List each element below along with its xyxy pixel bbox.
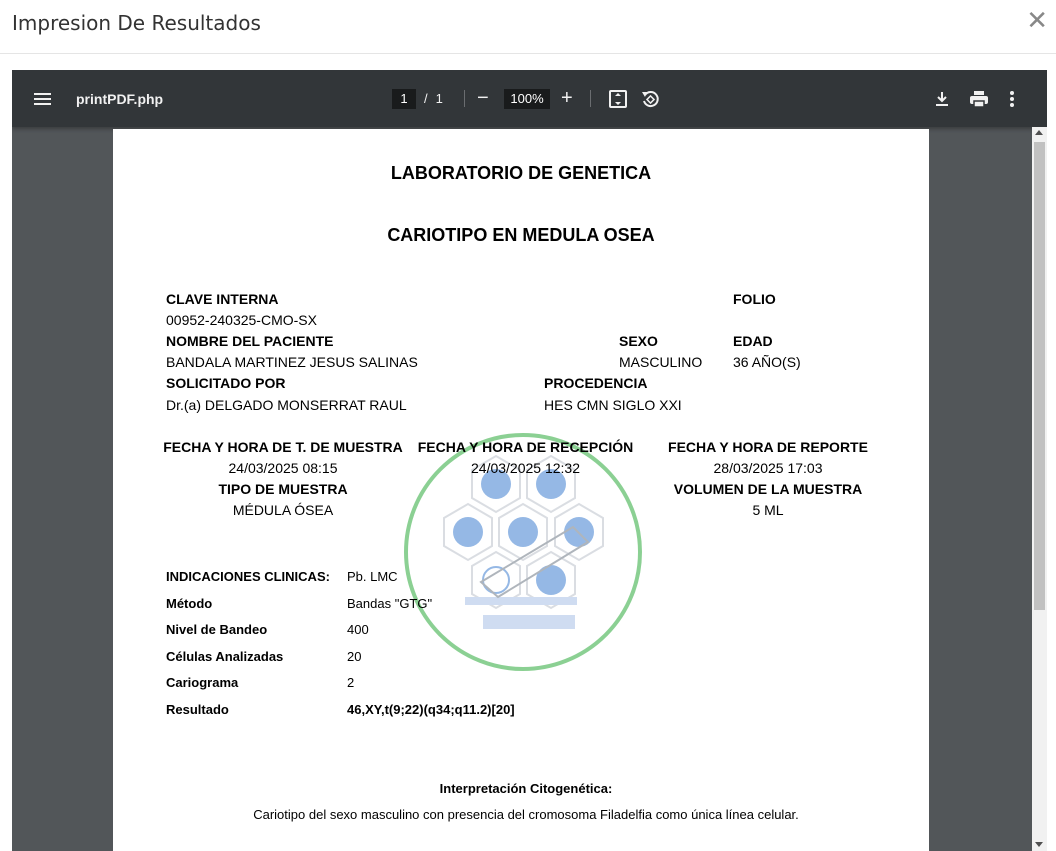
zoom-level (504, 70, 550, 127)
toolbar-divider (590, 90, 591, 107)
tipo-label: TIPO DE MUESTRA (218, 481, 348, 497)
metodo-value: Bandas "GTG" (347, 596, 433, 611)
close-icon[interactable]: ✕ (1026, 6, 1048, 36)
clave-label: CLAVE INTERNA (166, 291, 279, 307)
toolbar-divider (464, 90, 465, 107)
fecha-reporte-value: 28/03/2025 17:03 (713, 460, 823, 476)
indicaciones-label: INDICACIONES CLINICAS: (166, 569, 330, 584)
edad-value: 36 AÑO(S) (733, 354, 801, 370)
rotate-icon[interactable] (640, 70, 660, 127)
zoom-in-icon[interactable]: + (561, 87, 573, 109)
more-vert-icon[interactable] (1009, 70, 1015, 127)
indicaciones-value: Pb. LMC (347, 569, 398, 584)
vertical-scrollbar[interactable] (1032, 127, 1047, 851)
page-input[interactable]: 1 (392, 89, 416, 109)
celulas-label: Células Analizadas (166, 649, 284, 664)
cariograma-label: Cariograma (166, 675, 239, 690)
menu-icon[interactable] (34, 70, 54, 127)
scroll-down-icon[interactable] (1035, 842, 1043, 847)
volumen-label: VOLUMEN DE LA MUESTRA (673, 481, 863, 497)
bandeo-value: 400 (347, 622, 369, 637)
fecha-recepcion-value: 24/03/2025 12:32 (471, 460, 580, 476)
celulas-value: 20 (347, 649, 362, 664)
download-icon[interactable] (933, 70, 951, 127)
folio-label: FOLIO (733, 291, 776, 307)
metodo-label: Método (166, 596, 213, 611)
study-title: CARIOTIPO EN MEDULA OSEA (387, 225, 655, 245)
modal-header (0, 0, 1056, 54)
pdf-viewer (12, 70, 1047, 851)
paciente-value: BANDALA MARTINEZ JESUS SALINAS (166, 354, 418, 370)
page-navigator (392, 70, 443, 127)
procedencia-value: HES CMN SIGLO XXI (544, 397, 682, 413)
fecha-muestra-label: FECHA Y HORA DE T. DE MUESTRA (163, 439, 403, 455)
pdf-scroll-area[interactable] (12, 127, 1047, 851)
sexo-value: MASCULINO (619, 354, 703, 370)
solicitado-label: SOLICITADO POR (166, 375, 286, 391)
pdf-page (113, 129, 929, 851)
clave-value: 00952-240325-CMO-SX (166, 312, 317, 328)
zoom-input[interactable]: 100% (504, 89, 550, 109)
resultado-label: Resultado (166, 702, 229, 717)
pdf-filename: printPDF.php (76, 90, 164, 107)
zoom-out-icon[interactable]: − (477, 87, 489, 109)
page-separator: / (424, 91, 428, 106)
scroll-thumb[interactable] (1034, 142, 1045, 610)
fecha-reporte-label: FECHA Y HORA DE REPORTE (668, 439, 868, 455)
pdf-toolbar (12, 70, 1047, 127)
volumen-value: 5 ML (752, 502, 784, 518)
interpretacion-value: Cariotipo del sexo masculino con presencia del cromosoma Filadelfia como única línea celular. (253, 807, 799, 822)
procedencia-label: PROCEDENCIA (544, 375, 648, 391)
page-total: 1 (435, 91, 443, 106)
fit-page-icon[interactable] (608, 70, 628, 127)
cariograma-value: 2 (347, 675, 355, 690)
print-icon[interactable] (969, 70, 989, 127)
solicitado-value: Dr.(a) DELGADO MONSERRAT RAUL (166, 397, 407, 413)
fecha-muestra-value: 24/03/2025 08:15 (228, 460, 338, 476)
paciente-label: NOMBRE DEL PACIENTE (166, 333, 334, 349)
sexo-label: SEXO (619, 333, 658, 349)
resultado-value: 46,XY,t(9;22)(q34;q11.2)[20] (347, 702, 515, 717)
scroll-up-icon[interactable] (1035, 130, 1043, 135)
interpretacion-label: Interpretación Citogenética: (439, 781, 613, 796)
bandeo-label: Nivel de Bandeo (166, 622, 268, 637)
tipo-value: MÉDULA ÓSEA (232, 502, 334, 518)
edad-label: EDAD (733, 333, 773, 349)
modal-title: Impresion De Resultados (12, 11, 261, 35)
fecha-recepcion-label: FECHA Y HORA DE RECEPCIÓN (417, 439, 634, 455)
lab-title: LABORATORIO DE GENETICA (390, 163, 652, 183)
